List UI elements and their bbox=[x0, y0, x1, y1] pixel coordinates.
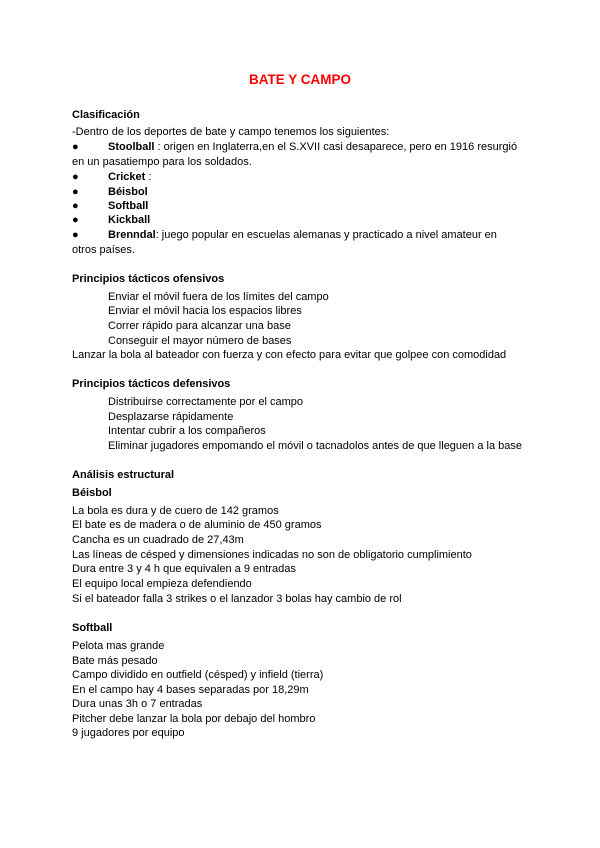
list-item bbox=[108, 170, 151, 184]
sport-description: : bbox=[145, 171, 152, 183]
bullet: ● bbox=[72, 229, 79, 241]
list-item: Béisbol bbox=[108, 186, 148, 198]
bullet: ● bbox=[72, 200, 79, 212]
list-item-continuation: en un pasatiempo para los soldados. bbox=[72, 156, 252, 168]
list-item: Desplazarse rápidamente bbox=[108, 411, 234, 423]
list-item: Kickball bbox=[108, 214, 151, 226]
list-item: En el campo hay 4 bases separadas por 18,29m bbox=[72, 684, 309, 696]
bullet: ● bbox=[72, 186, 79, 198]
list-item: Softball bbox=[108, 200, 149, 212]
bullet: ● bbox=[72, 171, 79, 183]
list-item: Enviar el móvil hacia los espacios libres bbox=[108, 305, 302, 317]
list-item: Distribuirse correctamente por el campo bbox=[108, 396, 304, 408]
sport-name: Cricket bbox=[108, 171, 146, 183]
list-item bbox=[108, 228, 497, 242]
section-heading-defensivos: Principios tácticos defensivos bbox=[72, 378, 231, 390]
document-title: BATE Y CAMPO bbox=[248, 72, 351, 87]
list-item: El bate es de madera o de aluminio de 450 gramos bbox=[72, 519, 322, 531]
list-item: Enviar el móvil fuera de los límites del campo bbox=[108, 291, 329, 303]
list-item: Si el bateador falla 3 strikes o el lanzador 3 bolas hay cambio de rol bbox=[72, 593, 402, 605]
list-item: Conseguir el mayor número de bases bbox=[108, 335, 292, 347]
list-item-continuation: otros países. bbox=[72, 244, 135, 256]
subheading-softball: Softball bbox=[72, 622, 113, 634]
list-item: Intentar cubrir a los compañeros bbox=[108, 425, 266, 437]
section-heading-clasificacion: Clasificación bbox=[72, 109, 140, 121]
list-item: Pelota mas grande bbox=[72, 640, 165, 652]
bullet: ● bbox=[72, 214, 79, 226]
section-heading-analisis: Análisis estructural bbox=[72, 469, 175, 481]
bullet: ● bbox=[72, 141, 79, 153]
subheading-beisbol: Béisbol bbox=[72, 487, 112, 499]
list-item: Dura entre 3 y 4 h que equivalen a 9 entradas bbox=[72, 563, 296, 575]
list-item: Eliminar jugadores empomando el móvil o tacnadolos antes de que lleguen a la base bbox=[108, 440, 522, 452]
sport-description: : origen en Inglaterra,en el S.XVII casi desaparece, pero en 1916 resurgió bbox=[154, 141, 518, 153]
list-item: Campo dividido en outfield (césped) y infield (tierra) bbox=[72, 669, 324, 681]
list-item: Las líneas de césped y dimensiones indicadas no son de obligatorio cumplimiento bbox=[72, 549, 472, 561]
intro-text: -Dentro de los deportes de bate y campo tenemos los siguientes: bbox=[72, 126, 390, 138]
list-item: El equipo local empieza defendiendo bbox=[72, 578, 252, 590]
list-item: Dura unas 3h o 7 entradas bbox=[72, 698, 203, 710]
list-item: Bate más pesado bbox=[72, 655, 158, 667]
sport-description: : juego popular en escuelas alemanas y practicado a nivel amateur en bbox=[155, 229, 497, 241]
list-item: Correr rápido para alcanzar una base bbox=[108, 320, 291, 332]
list-item: 9 jugadores por equipo bbox=[72, 727, 185, 739]
list-item: Cancha es un cuadrado de 27,43m bbox=[72, 534, 244, 546]
sport-name: Brenndal bbox=[108, 229, 156, 241]
sport-name: Stoolball bbox=[108, 141, 155, 153]
section-heading-ofensivos: Principios tácticos ofensivos bbox=[72, 273, 225, 285]
list-item: La bola es dura y de cuero de 142 gramos bbox=[72, 505, 279, 517]
list-item: Pitcher debe lanzar la bola por debajo del hombro bbox=[72, 713, 316, 725]
list-item bbox=[108, 140, 517, 154]
paragraph: Lanzar la bola al bateador con fuerza y con efecto para evitar que golpee con comodidad bbox=[72, 349, 507, 361]
